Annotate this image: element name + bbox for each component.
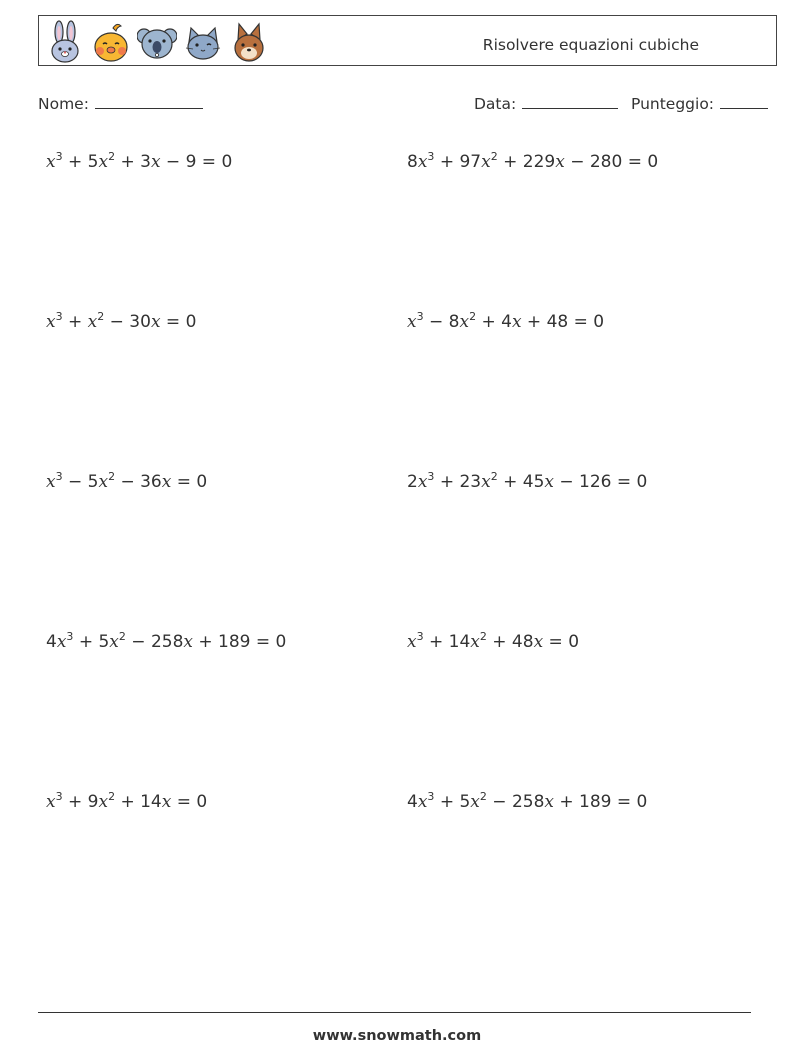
problem-equation: $x^3 - 8x^2 + 4x + 48 = 0$ xyxy=(407,310,605,332)
worksheet-header xyxy=(38,15,777,66)
koala-icon xyxy=(137,20,177,64)
date-blank xyxy=(522,93,618,109)
footer-divider xyxy=(38,1012,751,1013)
animal-icons xyxy=(45,20,269,64)
problem-equation: $x^3 + 14x^2 + 48x = 0$ xyxy=(407,630,580,652)
footer-url: www.snowmath.com xyxy=(312,1028,482,1044)
problem-equation: $x^3 + x^2 - 30x = 0$ xyxy=(46,310,197,332)
rabbit-icon xyxy=(45,20,85,64)
date-label: Data: xyxy=(474,95,517,113)
problem-equation: $8x^3 + 97x^2 + 229x - 280 = 0$ xyxy=(407,150,659,172)
cat-icon xyxy=(183,20,223,64)
problem-equation: $x^3 + 5x^2 + 3x - 9 = 0$ xyxy=(46,150,233,172)
score-blank xyxy=(720,93,768,109)
score-label: Punteggio: xyxy=(631,95,715,113)
problem-equation: $4x^3 + 5x^2 - 258x + 189 = 0$ xyxy=(46,630,287,652)
name-blank xyxy=(95,93,203,109)
score-field xyxy=(631,93,768,113)
problem-equation: $x^3 - 5x^2 - 36x = 0$ xyxy=(46,470,208,492)
chick-icon xyxy=(91,20,131,64)
fox-icon xyxy=(229,20,269,64)
worksheet-title: Risolvere equazioni cubiche xyxy=(482,36,699,54)
problem-equation: $4x^3 + 5x^2 - 258x + 189 = 0$ xyxy=(407,790,648,812)
problem-equation: $x^3 + 9x^2 + 14x = 0$ xyxy=(46,790,208,812)
problem-equation: $2x^3 + 23x^2 + 45x - 126 = 0$ xyxy=(407,470,648,492)
name-label: Nome: xyxy=(38,95,89,113)
date-field xyxy=(474,93,618,113)
name-field xyxy=(38,93,203,113)
